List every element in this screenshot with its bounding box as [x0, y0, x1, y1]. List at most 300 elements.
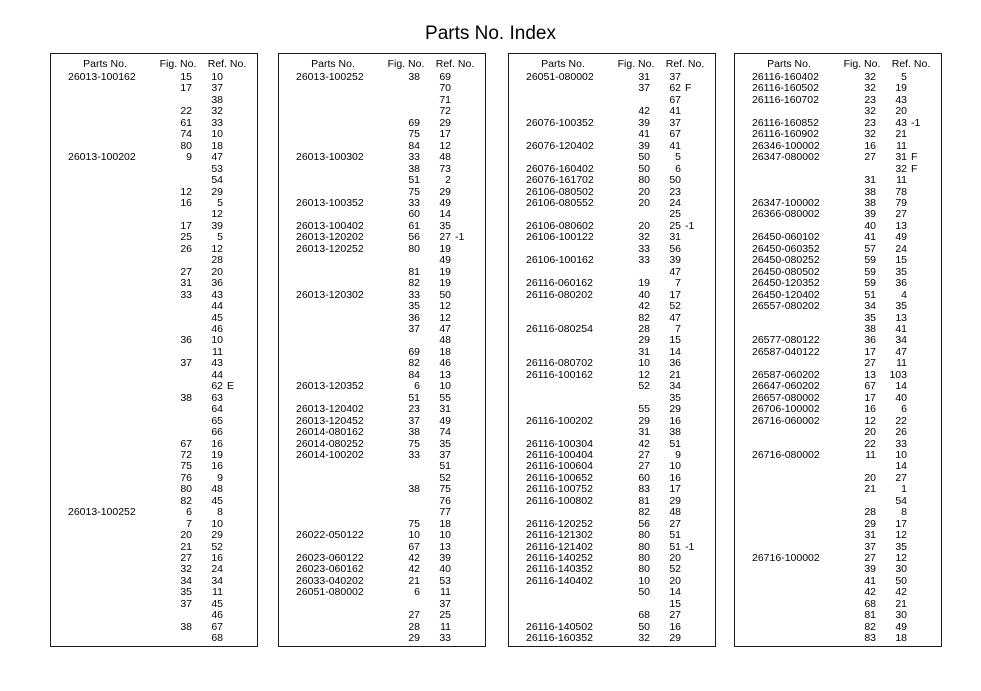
ref-no-cell: 34 [669, 380, 681, 393]
fig-no-cell: 32 [864, 82, 876, 95]
ref-no-cell: 43 [211, 357, 223, 370]
fig-no-cell: 10 [638, 357, 650, 370]
parts-no-cell [735, 587, 845, 598]
fig-no-cell: 39 [864, 208, 876, 221]
ref-no-header: Ref. No. [435, 58, 475, 70]
ref-suffix-cell [451, 358, 485, 369]
fig-no-cell: 81 [638, 494, 650, 507]
ref-suffix-cell [451, 83, 485, 94]
parts-no-cell: 26013-100252 [68, 506, 136, 519]
table-row [735, 461, 941, 472]
ref-no-cell: 18 [439, 517, 451, 530]
ref-no-cell: 29 [439, 116, 451, 129]
ref-no-cell: 48 [439, 334, 451, 347]
parts-no-cell [51, 278, 161, 289]
parts-no-cell: 26647-060202 [752, 380, 820, 393]
table-row [509, 335, 715, 346]
ref-suffix-cell [223, 187, 257, 198]
ref-suffix-cell [451, 95, 485, 106]
table-row [735, 209, 941, 220]
parts-no-cell [51, 473, 161, 484]
parts-no-cell: 26116-121302 [526, 529, 593, 542]
fig-no-cell: 32 [864, 128, 876, 141]
ref-suffix-cell [907, 301, 941, 312]
fig-no-cell: 29 [638, 334, 650, 347]
ref-suffix-cell [223, 473, 257, 484]
ref-suffix-cell [223, 244, 257, 255]
parts-no-cell: 26116-160702 [752, 93, 819, 106]
fig-no-cell [161, 370, 192, 381]
ref-suffix-cell [681, 164, 715, 175]
ref-suffix-cell [907, 496, 941, 507]
ref-suffix-cell [907, 232, 941, 243]
fig-no-cell: 60 [408, 208, 420, 221]
ref-no-cell: 5 [675, 151, 681, 164]
table-row [279, 587, 485, 598]
ref-suffix-cell [223, 450, 257, 461]
ref-suffix-cell [907, 83, 941, 94]
ref-suffix-cell [223, 416, 257, 427]
ref-suffix-cell [907, 553, 941, 564]
ref-no-cell: 14 [669, 586, 681, 599]
parts-no-cell [51, 587, 161, 598]
index-rows [509, 72, 715, 645]
ref-no-cell: 67 [669, 93, 681, 106]
ref-suffix-cell [451, 610, 485, 621]
parts-no-cell: 26116-140402 [526, 574, 593, 587]
table-row [735, 347, 941, 358]
ref-no-cell: 37 [439, 448, 451, 461]
ref-no-cell: 35 [669, 391, 681, 404]
ref-suffix-cell [451, 335, 485, 346]
table-row [509, 587, 715, 598]
fig-no-cell: 28 [408, 620, 420, 633]
parts-no-cell [279, 313, 389, 324]
ref-suffix-cell [907, 313, 941, 324]
parts-no-cell [279, 610, 389, 621]
table-row [51, 530, 257, 541]
parts-no-cell: 26106-080602 [526, 219, 594, 232]
ref-suffix-cell [223, 141, 257, 152]
table-row [279, 244, 485, 255]
parts-no-cell [279, 358, 389, 369]
fig-no-cell: 82 [638, 311, 650, 324]
table-row [51, 450, 257, 461]
ref-no-cell: 16 [669, 414, 681, 427]
parts-no-cell [51, 553, 161, 564]
ref-no-cell: 13 [439, 368, 451, 381]
parts-no-cell: 26076-161702 [526, 174, 594, 187]
ref-suffix-cell [223, 335, 257, 346]
fig-no-cell: 13 [864, 368, 876, 381]
ref-suffix-cell [907, 564, 941, 575]
fig-no-cell: 75 [408, 128, 420, 141]
table-row [735, 129, 941, 140]
ref-suffix-cell [681, 564, 715, 575]
ref-suffix-cell [223, 72, 257, 83]
ref-no-cell: 39 [439, 552, 451, 565]
ref-suffix-cell [451, 267, 485, 278]
ref-no-cell: 20 [895, 105, 907, 118]
fig-no-cell: 27 [180, 265, 192, 278]
fig-no-cell: 42 [638, 105, 650, 118]
fig-no-cell: 52 [638, 380, 650, 393]
fig-no-cell: 25 [180, 231, 192, 244]
table-row [509, 427, 715, 438]
parts-no-cell [279, 175, 389, 186]
table-row [51, 221, 257, 232]
table-row [509, 576, 715, 587]
ref-suffix-cell [907, 587, 941, 598]
parts-no-cell [509, 507, 619, 518]
ref-no-cell: 56 [669, 242, 681, 255]
parts-no-cell [279, 301, 389, 312]
fig-no-cell [161, 255, 192, 266]
fig-no-cell: 82 [408, 277, 420, 290]
fig-no-cell: 68 [864, 597, 876, 610]
ref-no-cell: 16 [211, 460, 223, 473]
fig-no-cell [161, 427, 192, 438]
parts-no-cell: 26076-160402 [526, 162, 594, 175]
fig-no-cell: 17 [864, 345, 876, 358]
ref-suffix-cell [451, 106, 485, 117]
ref-suffix-cell: F [911, 151, 918, 164]
ref-suffix-cell [907, 610, 941, 621]
fig-no-cell: 27 [864, 151, 876, 164]
ref-no-cell: 5 [217, 196, 223, 209]
fig-no-cell: 12 [864, 414, 876, 427]
ref-no-cell: 47 [895, 345, 907, 358]
ref-suffix-cell [451, 633, 485, 644]
table-row [279, 313, 485, 324]
ref-suffix-cell [451, 129, 485, 140]
ref-no-cell: 11 [440, 586, 451, 599]
fig-no-cell: 72 [180, 448, 192, 461]
fig-no-cell: 82 [180, 494, 192, 507]
ref-no-cell: 29 [439, 185, 451, 198]
parts-no-cell [735, 633, 845, 644]
fig-no-cell: 31 [864, 174, 876, 187]
ref-no-cell: 64 [211, 403, 223, 416]
ref-suffix-cell [223, 564, 257, 575]
fig-no-cell: 50 [638, 586, 650, 599]
parts-no-cell: 26013-120202 [296, 231, 364, 244]
parts-no-cell: 26587-040122 [752, 345, 820, 358]
parts-no-cell [279, 622, 389, 633]
ref-suffix-cell [451, 175, 485, 186]
table-row [51, 129, 257, 140]
ref-no-cell: 49 [439, 254, 451, 267]
ref-no-cell: 46 [211, 322, 223, 335]
ref-no-cell: 27 [669, 517, 681, 530]
table-row [735, 175, 941, 186]
ref-suffix-cell [451, 416, 485, 427]
ref-no-cell: 13 [895, 219, 907, 232]
ref-no-cell: 5 [217, 231, 223, 244]
ref-no-cell: 54 [895, 494, 907, 507]
ref-suffix-cell [907, 507, 941, 518]
ref-no-cell: 35 [895, 300, 907, 313]
table-row [735, 587, 941, 598]
ref-no-cell: 51 [439, 460, 451, 473]
table-row [509, 404, 715, 415]
parts-no-cell [735, 461, 845, 472]
ref-no-header: Ref. No. [665, 58, 705, 70]
parts-no-cell [735, 164, 845, 175]
ref-suffix-cell [223, 83, 257, 94]
fig-no-cell: 74 [180, 128, 192, 141]
table-row [51, 484, 257, 495]
fig-no-cell: 6 [414, 380, 420, 393]
parts-no-cell: 26557-080202 [752, 300, 820, 313]
table-row [279, 473, 485, 484]
ref-suffix-cell [451, 164, 485, 175]
ref-no-cell: 34 [895, 334, 907, 347]
ref-suffix-cell [223, 301, 257, 312]
fig-no-cell: 28 [638, 322, 650, 335]
parts-no-cell [735, 519, 845, 530]
ref-suffix-cell [681, 381, 715, 392]
parts-no-cell [51, 129, 161, 140]
ref-no-cell: 12 [895, 529, 907, 542]
ref-suffix-cell [681, 118, 715, 129]
fig-no-cell: 35 [180, 586, 192, 599]
parts-no-cell [509, 587, 619, 598]
parts-no-cell: 26023-060122 [296, 552, 364, 565]
ref-suffix-cell [451, 576, 485, 587]
ref-no-cell: 53 [211, 162, 223, 175]
ref-no-cell: 16 [669, 471, 681, 484]
ref-suffix-cell [907, 473, 941, 484]
fig-no-cell: 38 [408, 162, 420, 175]
ref-suffix-cell [907, 198, 941, 209]
fig-no-cell: 21 [864, 483, 876, 496]
parts-no-cell [509, 381, 619, 392]
ref-no-cell: 68 [211, 632, 223, 645]
ref-suffix-cell [907, 95, 941, 106]
ref-suffix-cell [681, 427, 715, 438]
ref-suffix-cell [451, 393, 485, 404]
ref-no-cell: 12 [211, 208, 223, 221]
parts-no-cell: 26116-100752 [526, 483, 593, 496]
ref-suffix-cell [451, 255, 485, 266]
ref-no-cell: 12 [211, 242, 223, 255]
fig-no-cell: 84 [408, 368, 420, 381]
ref-no-cell: 49 [439, 414, 451, 427]
table-row [51, 416, 257, 427]
fig-no-cell [161, 404, 192, 415]
parts-no-cell: 26116-080254 [526, 322, 593, 335]
parts-no-cell [509, 404, 619, 415]
parts-no-cell: 26106-100162 [526, 254, 594, 267]
ref-no-cell: 65 [211, 414, 223, 427]
fig-no-cell: 21 [180, 540, 192, 553]
ref-no-cell: 53 [439, 574, 451, 587]
fig-no-cell: 20 [638, 196, 650, 209]
ref-no-cell: 38 [669, 426, 681, 439]
parts-no-cell [51, 95, 161, 106]
parts-no-cell [509, 129, 619, 140]
fig-no-cell: 31 [638, 345, 650, 358]
fig-no-cell: 38 [864, 185, 876, 198]
ref-suffix-cell [223, 232, 257, 243]
table-row [279, 175, 485, 186]
ref-no-cell: 40 [439, 563, 451, 576]
fig-no-header: Fig. No. [617, 58, 655, 70]
fig-no-cell: 37 [408, 322, 420, 335]
ref-suffix-cell [681, 576, 715, 587]
parts-no-cell: 26706-100002 [752, 403, 820, 416]
ref-suffix-cell [451, 530, 485, 541]
parts-no-cell [51, 209, 161, 220]
table-row [279, 404, 485, 415]
fig-no-cell: 32 [638, 632, 650, 645]
fig-no-cell: 6 [414, 586, 420, 599]
fig-no-cell: 50 [638, 620, 650, 633]
ref-suffix-cell [451, 278, 485, 289]
parts-no-cell [509, 83, 619, 94]
ref-suffix-cell [681, 255, 715, 266]
parts-no-cell [735, 576, 845, 587]
table-row [51, 335, 257, 346]
ref-suffix-cell [451, 542, 485, 553]
ref-no-cell: 72 [439, 105, 451, 118]
table-row [279, 278, 485, 289]
fig-no-cell: 67 [180, 437, 192, 450]
ref-suffix-cell [681, 553, 715, 564]
table-row [51, 106, 257, 117]
table-row [51, 164, 257, 175]
parts-no-cell: 26450-120352 [752, 277, 820, 290]
column-headers [51, 54, 257, 72]
table-row [279, 118, 485, 129]
ref-suffix-cell [451, 152, 485, 163]
ref-no-cell: 74 [439, 426, 451, 439]
parts-no-cell: 26116-100404 [526, 448, 593, 461]
ref-no-cell: 18 [439, 345, 451, 358]
ref-suffix-cell [223, 530, 257, 541]
parts-no-cell: 26716-060002 [752, 414, 820, 427]
ref-no-cell: 11 [896, 357, 907, 370]
table-row [51, 381, 257, 392]
table-row [735, 381, 941, 392]
ref-no-cell: 14 [895, 460, 907, 473]
parts-no-cell [51, 267, 161, 278]
ref-suffix-cell [907, 393, 941, 404]
ref-suffix-cell [223, 290, 257, 301]
ref-no-cell: 69 [439, 71, 451, 83]
ref-no-cell: 50 [895, 574, 907, 587]
ref-no-cell: 17 [669, 483, 681, 496]
parts-no-cell [51, 221, 161, 232]
fig-no-cell: 26 [180, 242, 192, 255]
ref-no-cell: 13 [895, 311, 907, 324]
parts-no-cell: 26116-080202 [526, 288, 593, 301]
table-row [279, 106, 485, 117]
ref-suffix-cell [907, 484, 941, 495]
parts-no-cell [51, 232, 161, 243]
fig-no-cell: 28 [864, 506, 876, 519]
parts-no-cell: 26587-060202 [752, 368, 820, 381]
fig-no-cell: 20 [180, 529, 192, 542]
fig-no-cell: 34 [864, 300, 876, 313]
ref-suffix-cell [681, 198, 715, 209]
ref-no-cell: 49 [895, 231, 907, 244]
ref-no-cell: 39 [211, 219, 223, 232]
ref-suffix-cell [907, 324, 941, 335]
fig-no-cell: 27 [638, 460, 650, 473]
table-row [51, 633, 257, 644]
table-row [279, 324, 485, 335]
ref-suffix-cell [907, 347, 941, 358]
ref-no-cell: 47 [211, 151, 223, 164]
ref-no-cell: 43 [895, 116, 907, 129]
ref-suffix-cell [451, 290, 485, 301]
parts-no-cell [51, 83, 161, 94]
parts-no-cell: 26116-100162 [526, 368, 593, 381]
ref-suffix-cell [681, 267, 715, 278]
table-row [279, 347, 485, 358]
ref-suffix-cell [907, 209, 941, 220]
ref-suffix-cell [223, 324, 257, 335]
parts-no-cell: 26116-060162 [526, 277, 593, 290]
ref-no-cell: 41 [669, 105, 681, 118]
ref-suffix-cell [681, 507, 715, 518]
ref-suffix-cell [223, 439, 257, 450]
ref-suffix-cell [451, 496, 485, 507]
table-row [735, 95, 941, 106]
ref-suffix-cell [681, 324, 715, 335]
ref-no-cell: 52 [439, 471, 451, 484]
parts-no-cell: 26013-100162 [68, 71, 136, 83]
parts-no-cell [51, 244, 161, 255]
fig-no-cell: 33 [408, 196, 420, 209]
ref-suffix-cell [681, 633, 715, 644]
table-row [51, 95, 257, 106]
ref-no-cell: 48 [211, 483, 223, 496]
fig-no-cell: 36 [864, 334, 876, 347]
fig-no-cell: 82 [638, 506, 650, 519]
fig-no-cell: 23 [408, 403, 420, 416]
parts-no-cell [51, 633, 161, 644]
ref-no-cell: 51 [669, 529, 681, 542]
ref-no-cell: 79 [895, 196, 907, 209]
ref-no-cell: 35 [895, 540, 907, 553]
table-row [51, 324, 257, 335]
ref-suffix-cell [681, 439, 715, 450]
fig-no-cell: 34 [180, 574, 192, 587]
ref-no-cell: 55 [439, 391, 451, 404]
ref-suffix-cell [451, 347, 485, 358]
index-rows [279, 72, 485, 645]
table-row [51, 72, 257, 83]
parts-no-cell [279, 496, 389, 507]
ref-suffix-cell [451, 301, 485, 312]
fig-no-cell: 80 [638, 540, 650, 553]
table-row [51, 564, 257, 575]
fig-no-cell: 27 [408, 609, 420, 622]
ref-suffix-cell [907, 335, 941, 346]
parts-no-cell: 26116-160852 [752, 116, 819, 129]
ref-suffix-cell [223, 496, 257, 507]
ref-no-cell: 52 [669, 300, 681, 313]
ref-no-cell: 24 [211, 563, 223, 576]
fig-no-cell: 75 [408, 517, 420, 530]
table-row [509, 301, 715, 312]
ref-no-cell: 51 [669, 437, 681, 450]
parts-no-cell [51, 461, 161, 472]
fig-no-cell: 80 [638, 529, 650, 542]
